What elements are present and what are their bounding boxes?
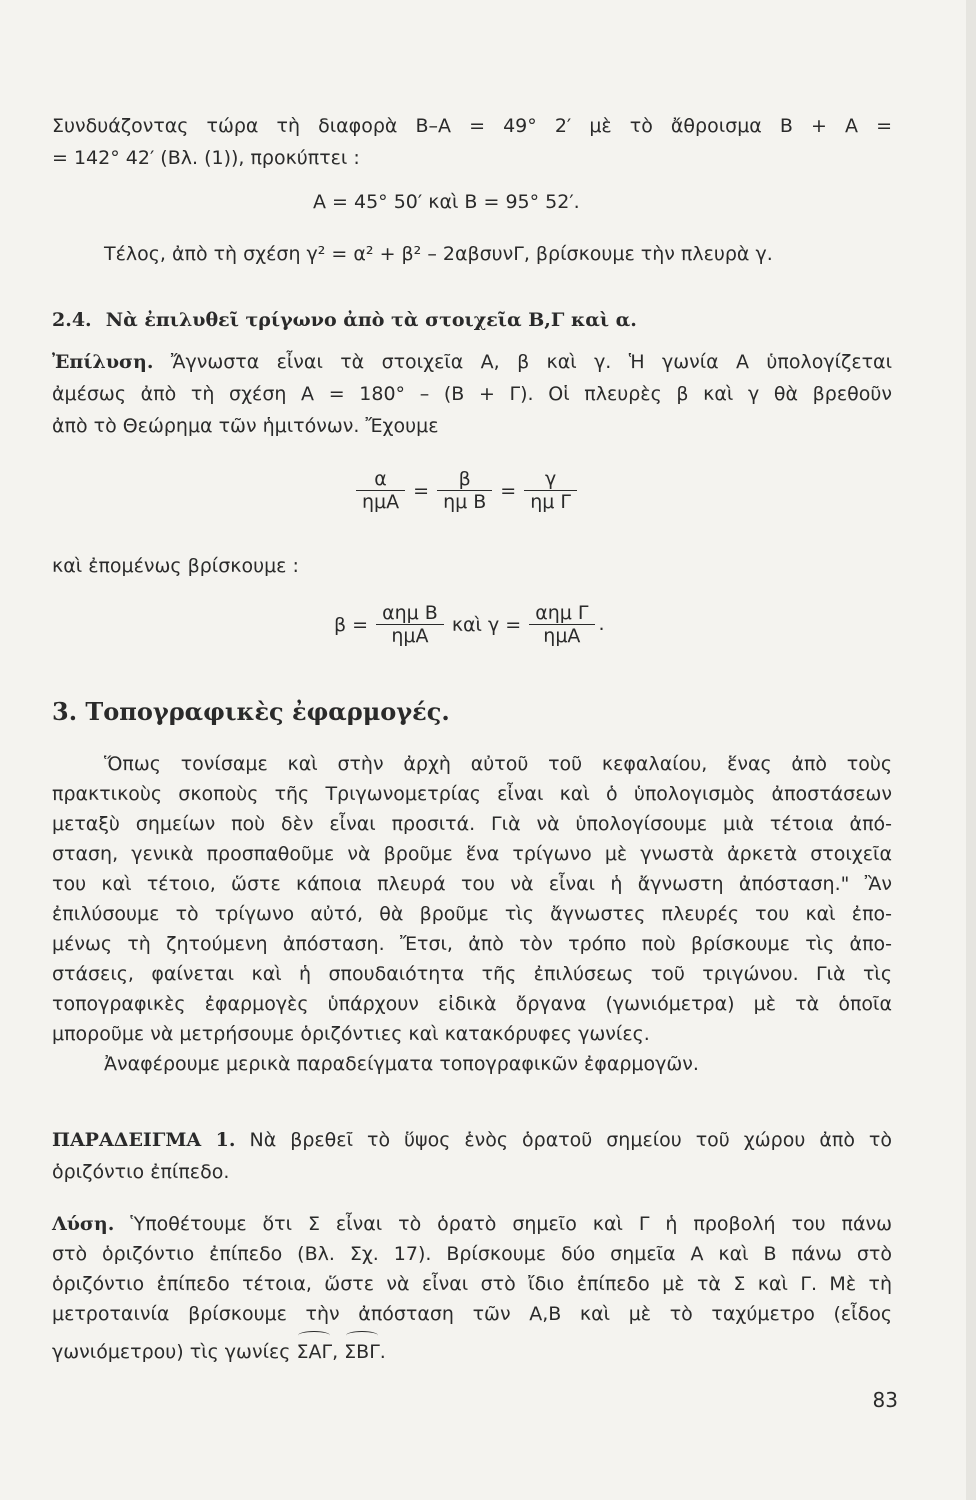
- text-span: Ἄγνωστα εἶναι τὰ στοιχεῖα Α, β καὶ γ. Ἡ γωνία Α ὑπολογίζεται: [170, 351, 892, 373]
- text-line: ἐπιλύσουμε τὸ τρίγωνο αὐτό, θὰ βροῦμε τὶς ἄγνωστες πλευρές του καὶ ἐπο-: [52, 903, 892, 925]
- text-line: μεταξὺ σημείων ποὺ δὲν εἶναι προσιτά. Γιὰ νὰ ὑπολογίσουμε μιὰ τέτοια ἀπό-: [52, 813, 892, 835]
- angle-sbg: ΣΒΓ: [344, 1341, 380, 1363]
- text-line: [52, 1212, 892, 1236]
- period: .: [598, 613, 605, 635]
- text-line: ἀμέσως ἀπὸ τὴ σχέση Α = 180° – (Β + Γ). Οἱ πλευρὲς β καὶ γ θὰ βρεθοῦν: [52, 383, 892, 405]
- solution-label: Λύση.: [52, 1213, 115, 1235]
- separator: ,: [332, 1341, 345, 1363]
- equals-sign: =: [500, 479, 517, 502]
- section-title: Νὰ ἐπιλυθεῖ τρίγωνο ἀπὸ τὰ στοιχεῖα Β,Γ καὶ α.: [105, 309, 637, 331]
- solution-label: Ἐπίλυση.: [52, 351, 154, 373]
- numerator: γ: [524, 468, 577, 491]
- equation-lhs: β =: [334, 613, 369, 636]
- denominator: ημΑ: [543, 625, 581, 647]
- fraction: [529, 602, 594, 647]
- text-line: τοπογραφικὲς ἐφαρμογὲς ὑπάρχουν εἰδικὰ ὄργανα (γωνιόμετρα) μὲ τὰ ὁποῖα: [52, 993, 892, 1015]
- page-number: 83: [872, 1388, 898, 1412]
- fraction: [376, 602, 444, 647]
- text-line: Ἀναφέρουμε μερικὰ παραδείγματα τοπογραφικῶν ἐφαρμογῶν.: [104, 1053, 699, 1075]
- fraction: [524, 468, 577, 513]
- text-line: στάσεις, φαίνεται καὶ ἡ σπουδαιότητα τῆς ἐπιλύσεως τοῦ τριγώνου. Γιὰ τὶς: [52, 963, 892, 985]
- section-number: 2.4.: [52, 309, 92, 331]
- text-line: ἀπὸ τὸ Θεώρημα τῶν ἡμιτόνων. Ἔχουμε: [52, 415, 439, 437]
- denominator: ημ Γ: [530, 491, 571, 513]
- text-line: [52, 350, 892, 374]
- text-line: του καὶ τέτοιο, ὥστε κάποια πλευρά του νὰ εἶναι ἡ ἄγνωστη ἀπόσταση." Ἂν: [52, 873, 892, 895]
- page-edge: [966, 0, 976, 1500]
- text-line: μποροῦμε νὰ μετρήσουμε ὁριζόντιες καὶ κατακόρυφες γωνίες.: [52, 1023, 650, 1045]
- text-line: [52, 1340, 892, 1364]
- text-line: μετροταινία βρίσκουμε τὴν ἀπόσταση τῶν Α,Β καὶ μὲ τὸ ταχύμετρο (εἶδος: [52, 1303, 892, 1325]
- law-of-sines-equation: [352, 468, 581, 513]
- text-line: πρακτικοὺς σκοποὺς τῆς Τριγωνομετρίας εἶναι καὶ ὁ ὑπολογισμὸς ἀποστάσεων: [52, 783, 892, 805]
- denominator: ημΑ: [391, 625, 429, 647]
- text-line: Ὅπως τονίσαμε καὶ στὴν ἀρχὴ αὐτοῦ τοῦ κεφαλαίου, ἕνας ἀπὸ τοὺς: [104, 753, 892, 775]
- numerator: αημ Γ: [529, 602, 594, 625]
- text-span: Νὰ βρεθεῖ τὸ ὕψος ἑνὸς ὁρατοῦ σημείου τοῦ χώρου ἀπὸ τὸ: [249, 1129, 892, 1151]
- equation-middle: καὶ γ =: [451, 613, 522, 636]
- example-label: ΠΑΡΑΔΕΙΓΜΑ 1.: [52, 1129, 236, 1151]
- text-line: Τέλος, ἀπὸ τὴ σχέση γ² = α² + β² – 2αβσυνΓ, βρίσκουμε τὴν πλευρὰ γ.: [104, 243, 773, 265]
- section-3-heading: 3. Τοπογραφικὲς ἐφαρμογές.: [52, 697, 450, 726]
- text-line: μένως τὴ ζητούμενη ἀπόσταση. Ἔτσι, ἀπὸ τὸν τρόπο ποὺ βρίσκουμε τὶς ἀπο-: [52, 933, 892, 955]
- text-line: Συνδυάζοντας τώρα τὴ διαφορὰ Β–Α = 49° 2′ μὲ τὸ ἄθροισμα Β + Α =: [52, 115, 892, 137]
- text-line: καὶ ἐπομένως βρίσκουμε :: [52, 555, 299, 577]
- fraction: [356, 468, 405, 513]
- period: .: [379, 1341, 386, 1363]
- numerator: α: [356, 468, 405, 491]
- text-line: ὁριζόντιο ἐπίπεδο τέτοια, ὥστε νὰ εἶναι στὸ ἴδιο ἐπίπεδο μὲ τὰ Σ καὶ Γ. Μὲ τὴ: [52, 1273, 892, 1295]
- numerator: αημ Β: [376, 602, 444, 625]
- text-line: [52, 1128, 892, 1152]
- denominator: ημΑ: [362, 491, 400, 513]
- text-line: = 142° 42′ (Βλ. (1)), προκύπτει :: [52, 147, 360, 169]
- text-line: σταση, γενικὰ προσπαθοῦμε νὰ βροῦμε ἕνα τρίγωνο μὲ γνωστὰ ἀρκετὰ στοιχεῖα: [52, 843, 892, 865]
- text-span: Ὑποθέτουμε ὅτι Σ εἶναι τὸ ὁρατὸ σημεῖο καὶ Γ ἡ προβολή του πάνω: [130, 1213, 892, 1235]
- text-line: στὸ ὁριζόντιο ἐπίπεδο (Βλ. Σχ. 17). Βρίσκουμε δύο σημεῖα Α καὶ Β πάνω στὸ: [52, 1243, 892, 1265]
- equation-line: Α = 45° 50′ καὶ Β = 95° 52′.: [313, 191, 580, 213]
- section-2-4-heading: [52, 308, 892, 332]
- denominator: ημ Β: [443, 491, 487, 513]
- fraction: [437, 468, 492, 513]
- text-line: ὁριζόντιο ἐπίπεδο.: [52, 1161, 230, 1183]
- equals-sign: =: [413, 479, 430, 502]
- side-solution-equation: [330, 602, 605, 647]
- angle-sag: ΣΑΓ: [296, 1341, 333, 1363]
- numerator: β: [437, 468, 492, 491]
- text-span: γωνιόμετρου) τὶς γωνίες: [52, 1341, 297, 1363]
